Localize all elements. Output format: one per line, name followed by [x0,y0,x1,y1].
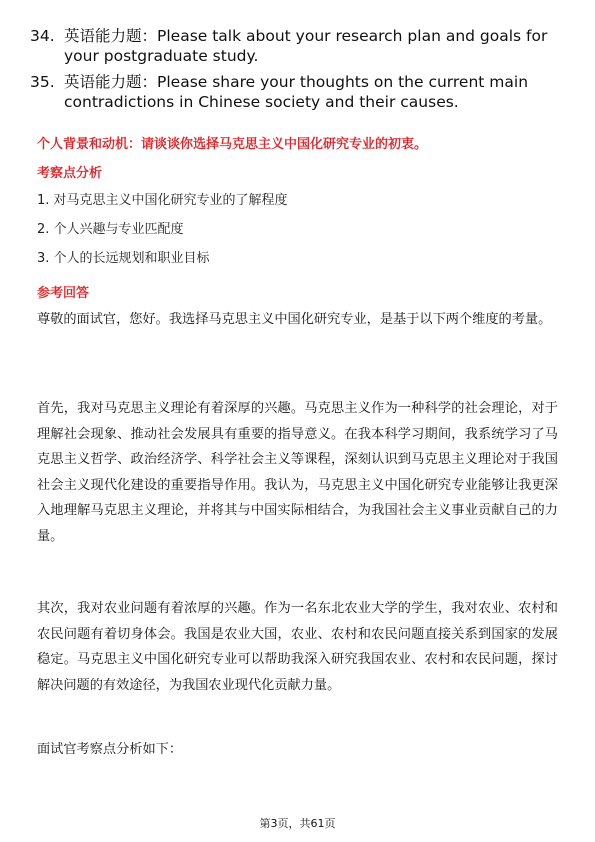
answer-paragraph: 尊敬的面试官，您好。我选择马克思主义中国化研究专业，是基于以下两个维度的考量。 [37,312,552,327]
analysis-item: 2. 个人兴趣与专业匹配度 [37,222,184,237]
topic-heading: 个人背景和动机：请谈谈你选择马克思主义中国化研究专业的初衷。 [37,137,428,152]
analysis-item: 3. 个人的长远规划和职业目标 [37,251,210,266]
question-number: 35. [30,73,55,91]
page-footer: 第3页，共61页 [259,817,336,830]
answer-heading: 参考回答 [37,286,90,301]
question-text: 英语能力题：Please share your thoughts on the current main contradictions in Chinese society and their causes. [64,73,529,111]
question-number: 34. [30,27,55,45]
analysis-heading: 考察点分析 [37,166,103,181]
answer-paragraph: 其次，我对农业问题有着浓厚的兴趣。作为一名东北农业大学的学生，我对农业、农村和农民问题有着切身体会。我国是农业大国，农业、农村和农民问题直接关系到国家的发展稳定。马克思主义中国化研究专业可以帮助我深入研究我国农业、农村和农民问题，探讨解决问题的有效途径，为我国农业现代化贡献力量。 [37,601,558,693]
question-text: 英语能力题：Please talk about your research plan and goals for your postgraduate study. [64,27,548,65]
question-item [30,72,565,112]
question-list [30,26,565,118]
answer-paragraph: 面试官考察点分析如下： [37,742,183,757]
answer-paragraph: 首先，我对马克思主义理论有着深厚的兴趣。马克思主义作为一种科学的社会理论，对于理解社会现象、推动社会发展具有重要的指导意义。在我本科学习期间，我系统学习了马克思主义哲学、政治经济学、科学社会主义等课程，深刻认识到马克思主义理论对于我国社会主义现代化建设的重要指导作用。我认为，马克思主义中国化研究专业能够让我更深入地理解马克思主义理论，并将其与中国实际相结合，为我国社会主义事业贡献自己的力量。 [37,401,558,544]
question-item [30,26,565,66]
analysis-item: 1. 对马克思主义中国化研究专业的了解程度 [37,193,288,208]
